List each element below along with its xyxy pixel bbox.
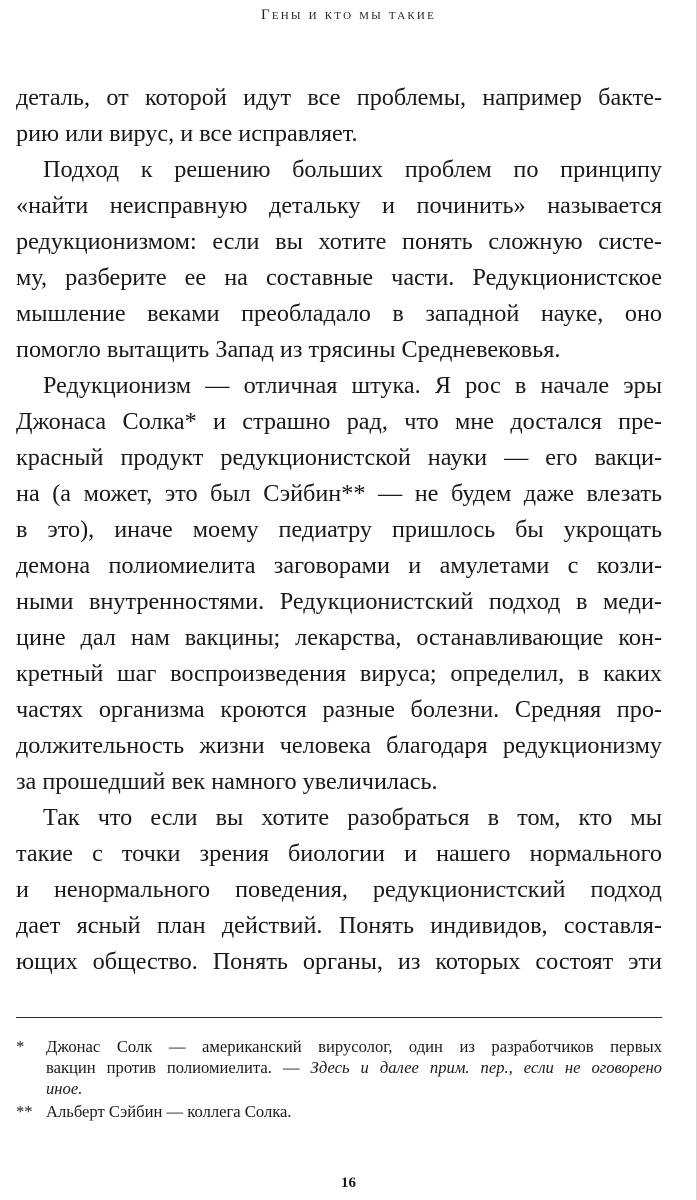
footnote bbox=[16, 1036, 662, 1099]
text-line: за прошедший век намного увеличилась. bbox=[16, 768, 438, 795]
footnote-line bbox=[46, 1057, 662, 1078]
text-line: цине дал нам вакцины; лекарства, останавливающие кон- bbox=[16, 624, 662, 651]
text-line: ными внутренностями. Редукционистский подход в меди- bbox=[16, 588, 662, 615]
text-line: красный продукт редукционистской науки — его вакци- bbox=[16, 444, 662, 471]
text-line: Джонаса Солка* и страшно рад, что мне достался пре- bbox=[16, 408, 662, 435]
text-line: в это), иначе моему педиатру пришлось бы укрощать bbox=[16, 516, 662, 543]
footnote-mark: ** bbox=[16, 1102, 33, 1121]
footnote-divider bbox=[16, 1017, 662, 1018]
text-line: рию или вирус, и все исправляет. bbox=[16, 120, 358, 147]
footnote-line: Альберт Сэйбин — коллега Солка. bbox=[46, 1102, 292, 1121]
text-line: му, разберите ее на составные части. Редукционистское bbox=[16, 264, 662, 291]
text-line: должительность жизни человека благодаря редукционизму bbox=[16, 732, 662, 759]
body-text bbox=[16, 80, 662, 980]
footnote-text: вакцин против полиомиелита. — bbox=[46, 1058, 311, 1077]
text-line: ющих общество. Понять органы, из которых состоят эти bbox=[16, 948, 662, 975]
paragraph bbox=[16, 368, 662, 800]
page-number: 16 bbox=[341, 1175, 356, 1191]
text-line: Редукционизм — отличная штука. Я рос в начале эры bbox=[43, 372, 662, 399]
text-line: частях организма кроются разные болезни. Средняя про- bbox=[16, 696, 662, 723]
text-line: дает ясный план действий. Понять индивидов, составля- bbox=[16, 912, 662, 939]
paragraph bbox=[16, 800, 662, 980]
text-line: Подход к решению больших проблем по принципу bbox=[43, 156, 662, 183]
text-line: на (а может, это был Сэйбин** — не будем даже влезать bbox=[16, 480, 662, 507]
paragraph bbox=[16, 80, 662, 152]
text-line: такие с точки зрения биологии и нашего нормального bbox=[16, 840, 662, 867]
footnote-mark: * bbox=[16, 1037, 25, 1056]
text-line: кретный шаг воспроизведения вируса; определил, в каких bbox=[16, 660, 662, 687]
footnote-line: Джонас Солк — американский вирусолог, один из разработчиков первых bbox=[46, 1037, 662, 1056]
text-line: редукционизмом: если вы хотите понять сложную систе- bbox=[16, 228, 662, 255]
text-line: мышление веками преобладало в западной науке, оно bbox=[16, 300, 662, 327]
text-line: Так что если вы хотите разобраться в том, кто мы bbox=[43, 804, 662, 831]
text-line: «найти неисправную детальку и починить» называется bbox=[16, 192, 662, 219]
footnote bbox=[16, 1101, 662, 1122]
text-line: помогло вытащить Запад из трясины Средневековья. bbox=[16, 336, 561, 363]
text-line: и ненормального поведения, редукционистский подход bbox=[16, 876, 662, 903]
footnotes bbox=[16, 1036, 662, 1124]
footnote-line: иное. bbox=[46, 1079, 83, 1098]
paragraph bbox=[16, 152, 662, 368]
text-line: демона полиомиелита заговорами и амулетами с козли- bbox=[16, 552, 662, 579]
text-line: деталь, от которой идут все проблемы, например бакте- bbox=[16, 84, 662, 111]
footnote-italic-text: Здесь и далее прим. пер., если не оговорено bbox=[310, 1058, 662, 1077]
running-head: Гены и кто мы такие bbox=[260, 7, 436, 23]
